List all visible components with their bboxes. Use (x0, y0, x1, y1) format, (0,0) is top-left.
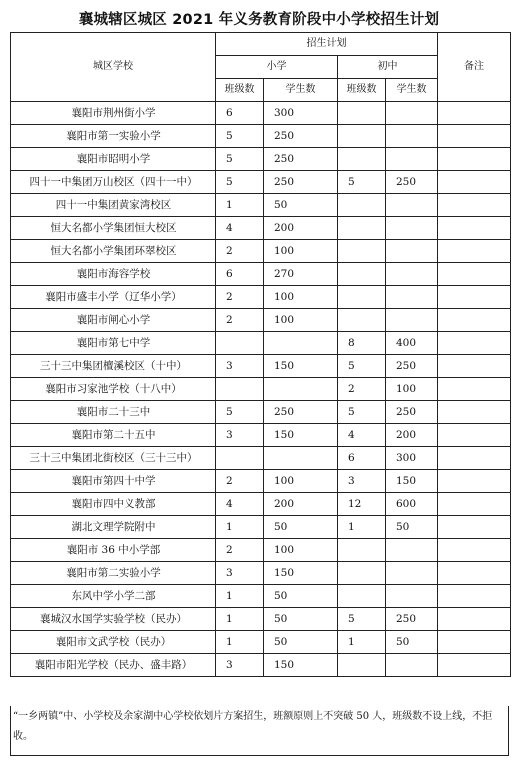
school-name-cell: 襄阳市闸心小学 (11, 309, 216, 332)
middle-classes-cell: 1 (338, 516, 386, 539)
middle-classes-cell (338, 194, 386, 217)
middle-students-cell (386, 286, 438, 309)
middle-classes-cell: 4 (338, 424, 386, 447)
table-row (11, 539, 511, 562)
remark-cell (438, 401, 511, 424)
middle-classes-cell: 2 (338, 378, 386, 401)
primary-classes-cell: 5 (216, 171, 264, 194)
header-middle: 初中 (338, 56, 438, 79)
school-name-cell: 襄阳市昭明小学 (11, 148, 216, 171)
school-name-cell: 襄阳市盛丰小学（辽华小学） (11, 286, 216, 309)
primary-classes-cell: 3 (216, 355, 264, 378)
middle-students-cell: 200 (386, 424, 438, 447)
primary-students-cell: 100 (264, 539, 338, 562)
primary-students-cell (264, 378, 338, 401)
middle-classes-cell (338, 654, 386, 677)
primary-students-cell: 150 (264, 424, 338, 447)
primary-classes-cell (216, 332, 264, 355)
header-row-1 (11, 33, 511, 56)
remark-cell (438, 355, 511, 378)
middle-students-cell (386, 263, 438, 286)
middle-classes-cell (338, 240, 386, 263)
middle-students-cell (386, 562, 438, 585)
primary-classes-cell: 3 (216, 654, 264, 677)
primary-classes-cell: 4 (216, 493, 264, 516)
middle-students-cell (386, 539, 438, 562)
middle-students-cell: 300 (386, 447, 438, 470)
table-row (11, 608, 511, 631)
middle-classes-cell: 3 (338, 470, 386, 493)
school-name-cell: 襄阳市四中义教部 (11, 493, 216, 516)
school-name-cell: 三十三中集团檀溪校区（十中） (11, 355, 216, 378)
primary-classes-cell: 3 (216, 562, 264, 585)
primary-classes-cell: 1 (216, 194, 264, 217)
middle-classes-cell (338, 102, 386, 125)
primary-students-cell: 150 (264, 355, 338, 378)
remark-cell (438, 217, 511, 240)
middle-classes-cell (338, 125, 386, 148)
primary-students-cell: 250 (264, 171, 338, 194)
school-name-cell: 东风中学小学二部 (11, 585, 216, 608)
middle-classes-cell: 5 (338, 171, 386, 194)
remark-cell (438, 608, 511, 631)
remark-cell (438, 539, 511, 562)
primary-classes-cell (216, 378, 264, 401)
middle-students-cell (386, 309, 438, 332)
school-name-cell: 襄阳市 36 中小学部 (11, 539, 216, 562)
middle-students-cell: 250 (386, 608, 438, 631)
table-row (11, 654, 511, 677)
middle-students-cell (386, 102, 438, 125)
school-name-cell: 襄城汉水国学实验学校（民办） (11, 608, 216, 631)
school-name-cell: 襄阳市第一实验小学 (11, 125, 216, 148)
table-row (11, 493, 511, 516)
table-row (11, 263, 511, 286)
primary-classes-cell: 5 (216, 401, 264, 424)
primary-students-cell: 250 (264, 148, 338, 171)
school-name-cell: 四十一中集团黄家湾校区 (11, 194, 216, 217)
table-row (11, 240, 511, 263)
middle-classes-cell: 1 (338, 631, 386, 654)
remark-cell (438, 585, 511, 608)
remark-cell (438, 424, 511, 447)
middle-students-cell (386, 217, 438, 240)
middle-students-cell (386, 654, 438, 677)
middle-classes-cell (338, 263, 386, 286)
school-name-cell: 恒大名都小学集团恒大校区 (11, 217, 216, 240)
table-row (11, 378, 511, 401)
primary-classes-cell: 6 (216, 102, 264, 125)
middle-students-cell (386, 148, 438, 171)
table-row (11, 401, 511, 424)
primary-students-cell: 150 (264, 562, 338, 585)
remark-cell (438, 309, 511, 332)
header-primary: 小学 (216, 56, 338, 79)
primary-students-cell: 50 (264, 516, 338, 539)
table-row (11, 424, 511, 447)
remark-cell (438, 102, 511, 125)
table-row (11, 194, 511, 217)
enrollment-table (10, 32, 511, 677)
middle-classes-cell (338, 217, 386, 240)
header-primary-classes: 班级数 (216, 79, 264, 102)
table-row (11, 125, 511, 148)
primary-students-cell: 100 (264, 286, 338, 309)
middle-classes-cell: 12 (338, 493, 386, 516)
school-name-cell: 襄阳市第七中学 (11, 332, 216, 355)
table-row (11, 332, 511, 355)
middle-classes-cell (338, 309, 386, 332)
middle-students-cell: 600 (386, 493, 438, 516)
primary-students-cell: 50 (264, 585, 338, 608)
primary-students-cell: 100 (264, 309, 338, 332)
remark-cell (438, 332, 511, 355)
middle-classes-cell (338, 585, 386, 608)
middle-classes-cell: 5 (338, 401, 386, 424)
table-row (11, 516, 511, 539)
page-title: 襄城辖区城区 2021 年义务教育阶段中小学校招生计划 (78, 12, 440, 28)
primary-students-cell (264, 447, 338, 470)
remark-cell (438, 493, 511, 516)
middle-students-cell: 150 (386, 470, 438, 493)
table-row (11, 585, 511, 608)
remark-cell (438, 171, 511, 194)
middle-students-cell: 250 (386, 355, 438, 378)
primary-students-cell: 50 (264, 631, 338, 654)
primary-students-cell: 100 (264, 470, 338, 493)
middle-students-cell (386, 125, 438, 148)
table-row (11, 562, 511, 585)
header-primary-students: 学生数 (264, 79, 338, 102)
middle-students-cell: 50 (386, 516, 438, 539)
header-plan: 招生计划 (216, 33, 438, 56)
school-name-cell: 襄阳市第四十中学 (11, 470, 216, 493)
middle-classes-cell: 5 (338, 608, 386, 631)
school-name-cell: 湖北文理学院附中 (11, 516, 216, 539)
school-name-cell: 襄阳市海容学校 (11, 263, 216, 286)
remark-cell (438, 263, 511, 286)
middle-classes-cell (338, 539, 386, 562)
primary-classes-cell: 1 (216, 608, 264, 631)
table-row (11, 447, 511, 470)
table-row (11, 355, 511, 378)
primary-classes-cell: 2 (216, 539, 264, 562)
table-row (11, 470, 511, 493)
school-name-cell: 襄阳市阳光学校（民办、盛丰路） (11, 654, 216, 677)
middle-classes-cell (338, 286, 386, 309)
primary-students-cell: 250 (264, 125, 338, 148)
school-name-cell: 四十一中集团万山校区（四十一中） (11, 171, 216, 194)
header-middle-students: 学生数 (386, 79, 438, 102)
table-row (11, 148, 511, 171)
remark-cell (438, 148, 511, 171)
primary-classes-cell (216, 447, 264, 470)
primary-classes-cell: 4 (216, 217, 264, 240)
school-name-cell: 襄阳市二十三中 (11, 401, 216, 424)
primary-students-cell: 150 (264, 654, 338, 677)
remark-cell (438, 286, 511, 309)
school-name-cell: 三十三中集团北街校区（三十三中） (11, 447, 216, 470)
primary-classes-cell: 2 (216, 240, 264, 263)
remark-cell (438, 240, 511, 263)
header-remark: 备注 (438, 33, 511, 102)
primary-classes-cell: 5 (216, 148, 264, 171)
table-row (11, 217, 511, 240)
primary-students-cell: 100 (264, 240, 338, 263)
remark-cell (438, 654, 511, 677)
middle-students-cell: 250 (386, 171, 438, 194)
remark-cell (438, 562, 511, 585)
remark-cell (438, 516, 511, 539)
primary-classes-cell: 1 (216, 516, 264, 539)
middle-students-cell (386, 585, 438, 608)
primary-students-cell: 200 (264, 493, 338, 516)
remark-cell (438, 194, 511, 217)
primary-students-cell: 50 (264, 194, 338, 217)
table-row (11, 171, 511, 194)
remark-cell (438, 470, 511, 493)
school-name-cell: 襄阳市荆州街小学 (11, 102, 216, 125)
primary-students-cell: 250 (264, 401, 338, 424)
middle-students-cell: 250 (386, 401, 438, 424)
primary-classes-cell: 1 (216, 585, 264, 608)
school-name-cell: 恒大名都小学集团环翠校区 (11, 240, 216, 263)
remark-cell (438, 631, 511, 654)
middle-students-cell: 400 (386, 332, 438, 355)
school-name-cell: 襄阳市第二实验小学 (11, 562, 216, 585)
middle-classes-cell (338, 562, 386, 585)
table-row (11, 286, 511, 309)
remark-cell (438, 378, 511, 401)
remark-cell (438, 447, 511, 470)
primary-students-cell (264, 332, 338, 355)
primary-students-cell: 50 (264, 608, 338, 631)
remark-cell (438, 125, 511, 148)
primary-students-cell: 300 (264, 102, 338, 125)
school-name-cell: 襄阳市第二十五中 (11, 424, 216, 447)
middle-students-cell: 100 (386, 378, 438, 401)
primary-students-cell: 270 (264, 263, 338, 286)
middle-classes-cell: 6 (338, 447, 386, 470)
table-row (11, 102, 511, 125)
middle-classes-cell (338, 148, 386, 171)
primary-classes-cell: 2 (216, 470, 264, 493)
primary-classes-cell: 1 (216, 631, 264, 654)
primary-classes-cell: 2 (216, 286, 264, 309)
primary-classes-cell: 5 (216, 125, 264, 148)
middle-students-cell: 50 (386, 631, 438, 654)
primary-classes-cell: 6 (216, 263, 264, 286)
table-row (11, 631, 511, 654)
header-middle-classes: 班级数 (338, 79, 386, 102)
footnote: “一乡两镇”中、小学校及余家湖中心学校依划片方案招生，班额原则上不突破 50 人，班级数不设上线，不拒收。 (13, 711, 493, 742)
middle-classes-cell: 5 (338, 355, 386, 378)
middle-classes-cell: 8 (338, 332, 386, 355)
header-school: 城区学校 (11, 33, 216, 102)
table-row (11, 309, 511, 332)
primary-students-cell: 200 (264, 217, 338, 240)
primary-classes-cell: 2 (216, 309, 264, 332)
school-name-cell: 襄阳市习家池学校（十八中） (11, 378, 216, 401)
middle-students-cell (386, 194, 438, 217)
middle-students-cell (386, 240, 438, 263)
school-name-cell: 襄阳市文武学校（民办） (11, 631, 216, 654)
primary-classes-cell: 3 (216, 424, 264, 447)
